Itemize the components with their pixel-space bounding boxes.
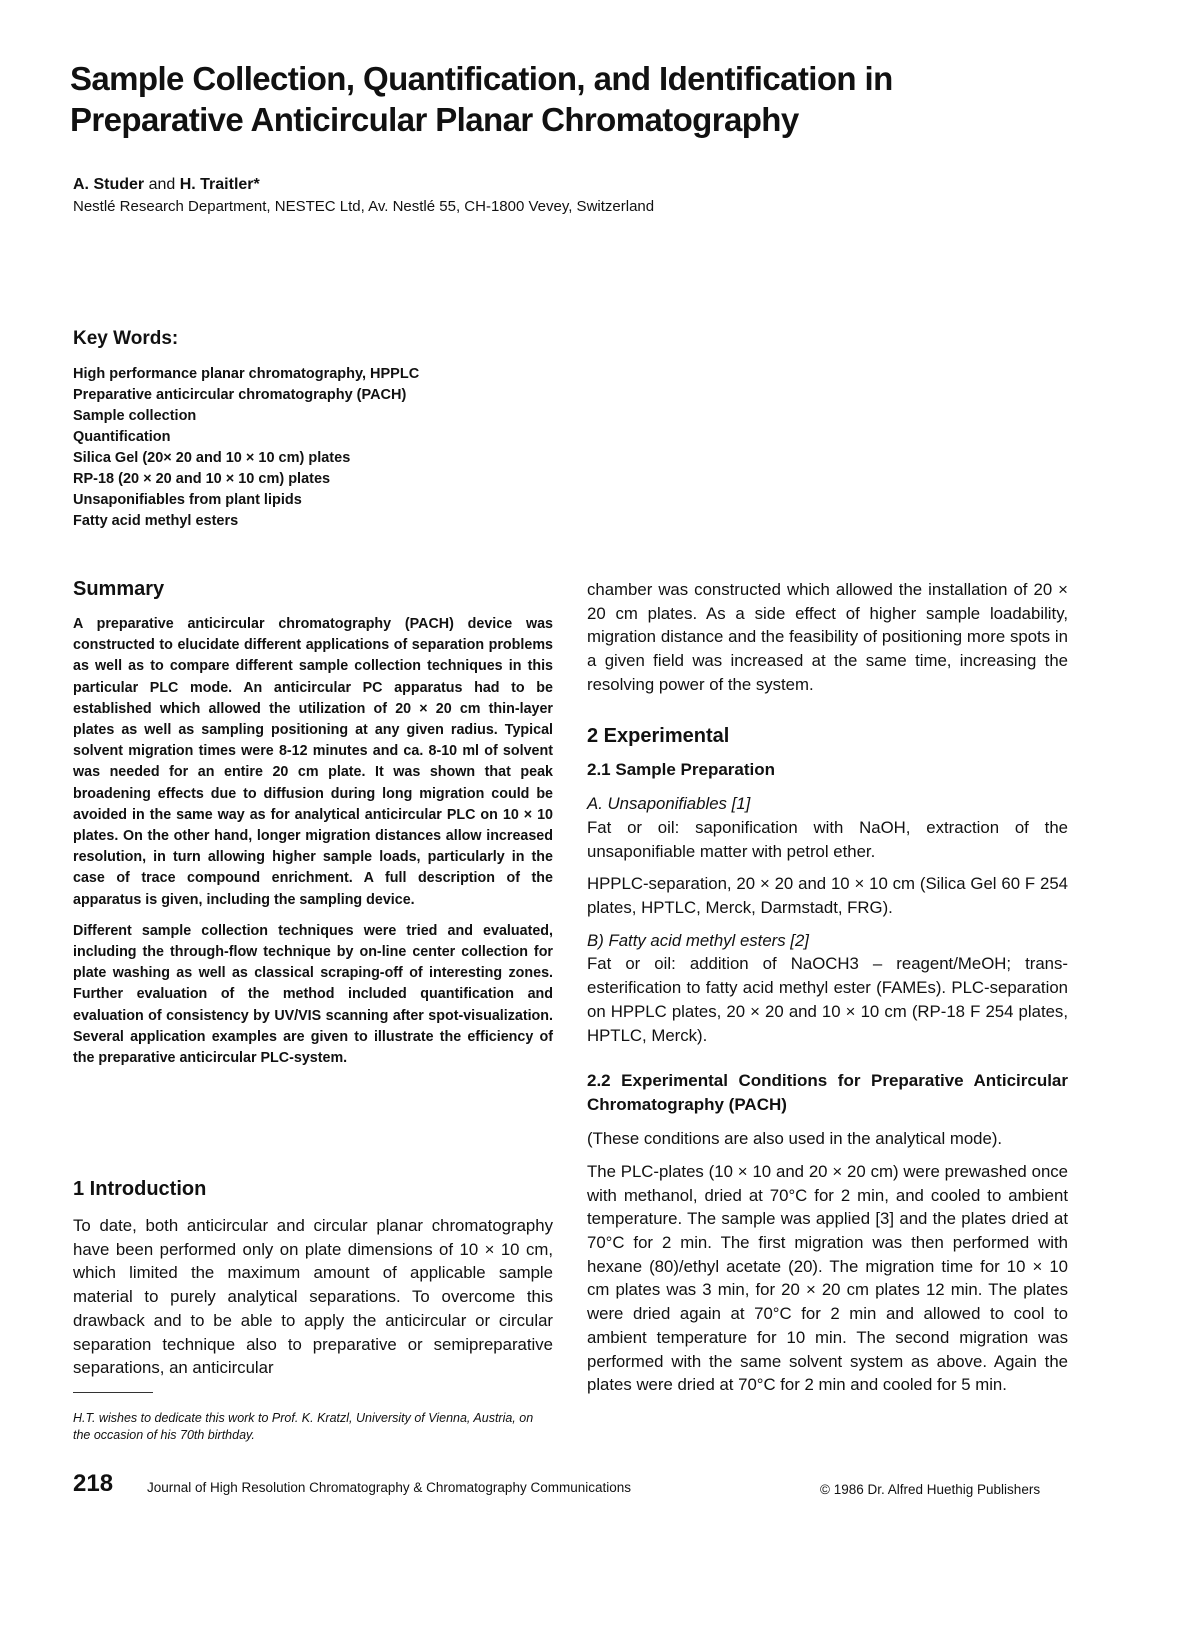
fames-text: Fat or oil: addition of NaOCH3 – reagent/MeOH; trans-esterification to fatty acid methyl ester (FAMEs). PLC-separation on HPPLC plates, 20 × 20 and 10 × 10 cm (RP-18 F 254 plates, HPTLC, Merck). [587, 954, 1068, 1045]
keyword: Fatty acid methyl esters [73, 513, 239, 529]
unsaponifiables-label: A. Unsaponifiables [1] [587, 794, 751, 814]
unsaponifiables-separation: HPPLC-separation, 20 × 20 and 10 × 10 cm (Silica Gel 60 F 254 plates, HPTLC, Merck, Darmstadt, FRG). [587, 874, 1068, 918]
conditions-heading: 2.2 Experimental Conditions for Preparative Anticircular Chromatography (PACH) [587, 1071, 1068, 1115]
affiliation: Nestlé Research Department, NESTEC Ltd, Av. Nestlé 55, CH-1800 Vevey, Switzerland [73, 198, 655, 215]
conditions-note: (These conditions are also used in the analytical mode). [587, 1129, 1003, 1149]
keyword: RP-18 (20 × 20 and 10 × 10 cm) plates [73, 471, 331, 487]
fames-label: B) Fatty acid methyl esters [2] [587, 930, 809, 950]
sample-preparation-heading: 2.1 Sample Preparation [587, 760, 776, 780]
introduction-heading: 1 Introduction [73, 1178, 207, 1200]
keyword: Preparative anticircular chromatography (PACH) [73, 387, 407, 403]
footnote-rule [73, 1392, 153, 1393]
keyword: Sample collection [73, 408, 197, 424]
copyright: © 1986 Dr. Alfred Huethig Publishers [820, 1482, 1041, 1497]
right-column [587, 578, 1068, 1406]
keywords-list [73, 364, 419, 532]
introduction-continued: chamber was constructed which allowed the installation of 20 × 20 cm plates. As a side effect of higher sample loadability, migration distance and the feasibility of positioning more spots in a given field was increased at the same time, increasing the resolving power of the system. [587, 580, 1068, 694]
keyword: Quantification [73, 429, 171, 445]
author-1: A. Studer [73, 176, 145, 193]
page-number: 218 [73, 1470, 114, 1497]
journal-name: Journal of High Resolution Chromatography & Chromatography Communications [147, 1480, 631, 1495]
introduction-paragraph: To date, both anticircular and circular planar chromatography have been performed only on plate dimensions of 10 × 10 cm, which limited the maximum amount of applicable sample material to purely analytical separations. To overcome this drawback and to be able to apply the anticircular or circular separation technique also to preparative or semipreparative separations, an anticircular [73, 1216, 553, 1378]
footnote: H.T. wishes to dedicate this work to Prof. K. Kratzl, University of Vienna, Austria, on the occasion of his 70th birthday. [73, 1411, 534, 1442]
keyword: High performance planar chromatography, HPPLC [73, 366, 420, 382]
keyword: Unsaponifiables from plant lipids [73, 492, 302, 508]
summary-paragraph: A preparative anticircular chromatography (PACH) device was constructed to elucidate different applications of separation problems as well as to compare different sample collection techniques in this particular PLC mode. An anticircular PC apparatus had to be established which allowed the utilization of 20 × 20 cm thin-layer plates as well as sampling positioning at any given radius. Typical solvent migration times were 8-12 minutes and ca. 8-10 ml of solvent was needed for an entire 20 cm plate. It was shown that peak broadening effects due to diffusion during long migration could be avoided in the same way as for analytical anticircular PLC on 10 × 10 plates. On the other hand, longer migration distances allow increased resolution, in turn allowing higher sample loads, particularly in the case of trace compound enrichment. A full description of the apparatus is given, including the sampling device. [73, 616, 553, 908]
conditions-text: The PLC-plates (10 × 10 and 20 × 20 cm) were prewashed once with methanol, dried at 70°C for 2 min, and cooled to ambient temperature. The sample was applied [3] and the plates dried at 70°C for 2 min. The first migration was then performed with hexane (80)/ethyl acetate (20). The migration time for 10 × 10 cm plates was 3 min, for 20 × 20 cm plates 12 min. The plates were dried again at 70°C for 2 min and allowed to cool to ambient temperature for 10 min. The second migration was performed with the same solvent system as above. Again the plates were dried at 70°C for 2 min and cooled for 5 min. [587, 1161, 1068, 1395]
authors [73, 176, 260, 194]
author-2: H. Traitler* [179, 176, 260, 193]
summary-paragraph: Different sample collection techniques were tried and evaluated, including the through-flow technique by on-line center collection for plate washing as well as classical scraping-off of interesting zones. Further evaluation of the method included quantification and evaluation of consistency by UV/VIS scanning after spot-visualization. Several application examples are given to illustrate the efficiency of the preparative anticircular PLC-system. [73, 922, 553, 1067]
introduction-text [73, 1214, 553, 1389]
experimental-heading: 2 Experimental [587, 724, 730, 747]
keywords-heading: Key Words: [73, 328, 179, 349]
summary-heading: Summary [73, 578, 165, 600]
summary-text [73, 614, 553, 1079]
keyword: Silica Gel (20× 20 and 10 × 10 cm) plates [73, 450, 351, 466]
author-separator: and [144, 176, 180, 193]
paper-title: Sample Collection, Quantification, and Identification in Preparative Anticircular Planar Chromatography [70, 60, 893, 138]
unsaponifiables-text: Fat or oil: saponification with NaOH, extraction of the unsaponifiable matter with petrol ether. [587, 817, 1068, 861]
